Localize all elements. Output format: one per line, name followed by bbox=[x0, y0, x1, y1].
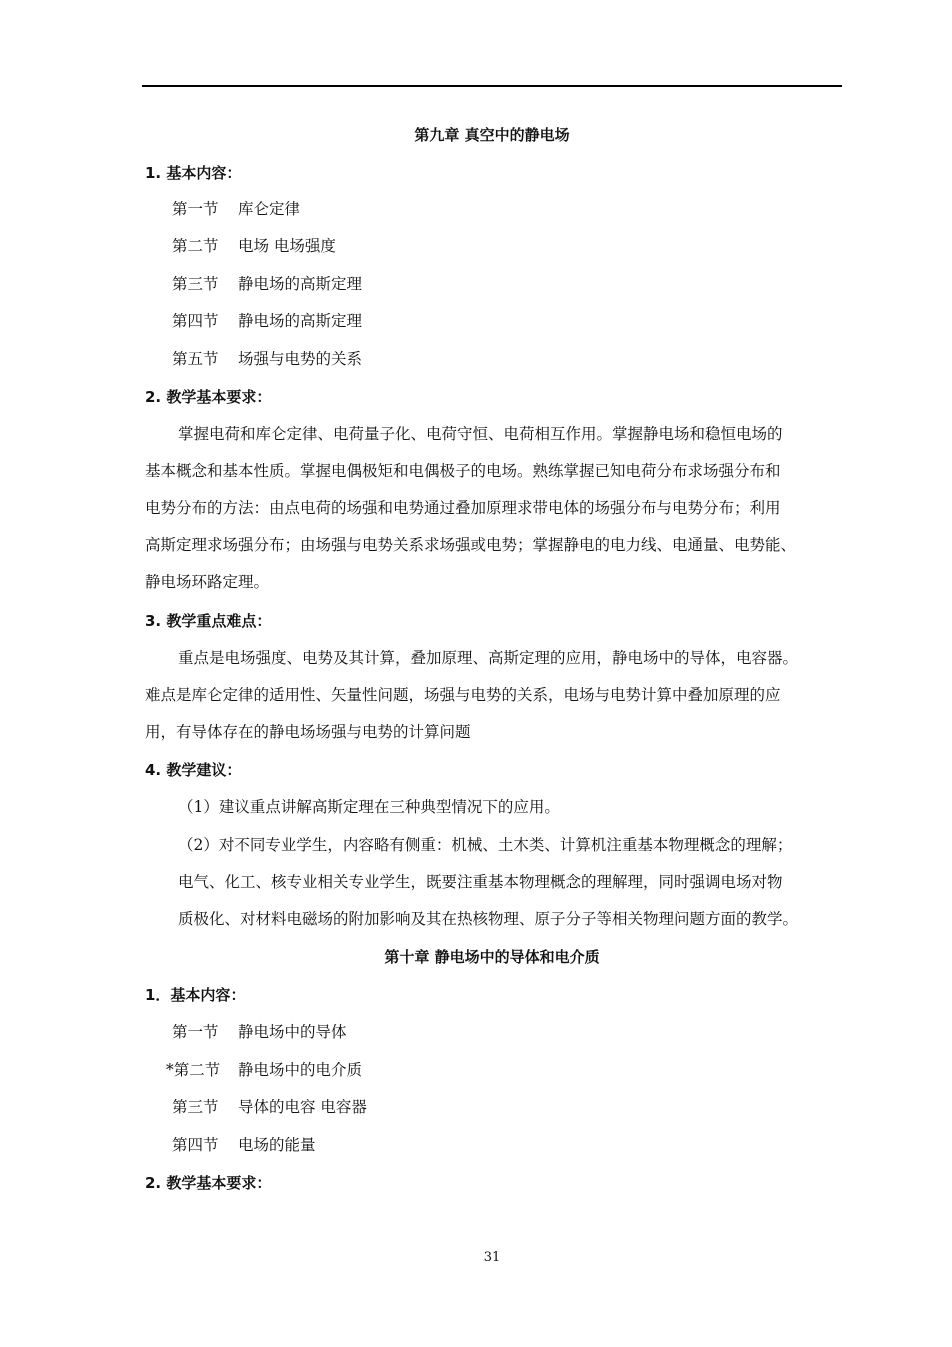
ch9-section-2 bbox=[172, 236, 336, 256]
paragraph-line: （1）建议重点讲解高斯定理在三种典型情况下的应用。 bbox=[178, 798, 560, 816]
section-number: 第五节 bbox=[172, 350, 219, 368]
ch10-section-1 bbox=[172, 1022, 347, 1042]
paragraph-line: 质极化、对材料电磁场的附加影响及其在热核物理、原子分子等相关物理问题方面的教学。 bbox=[178, 910, 799, 928]
ch9-heading-requirements: 2. 教学基本要求： bbox=[145, 388, 272, 406]
section-number: 第二节 bbox=[172, 237, 219, 255]
section-number: 第一节 bbox=[172, 200, 219, 218]
paragraph-line: 重点是电场强度、电势及其计算，叠加原理、高斯定理的应用，静电场中的导体，电容器。 bbox=[178, 649, 799, 667]
ch10-section-4 bbox=[172, 1135, 316, 1155]
section-number: 第四节 bbox=[172, 1136, 219, 1154]
section-name: 静电场的高斯定理 bbox=[238, 275, 363, 293]
ch10-heading-content: 1．基本内容： bbox=[145, 986, 246, 1004]
section-name: 静电场中的电介质 bbox=[238, 1061, 363, 1079]
paragraph-line: 基本概念和基本性质。掌握电偶极矩和电偶极子的电场。熟练掌握已知电荷分布求场强分布和 bbox=[145, 462, 781, 480]
ch9-heading-suggestions: 4. 教学建议： bbox=[145, 761, 242, 779]
section-number: 第四节 bbox=[172, 312, 219, 330]
paragraph-line: 掌握电荷和库仑定律、电荷量子化、电荷守恒、电荷相互作用。掌握静电场和稳恒电场的 bbox=[178, 425, 783, 443]
ch10-section-2 bbox=[166, 1060, 362, 1080]
paragraph-line: 用，有导体存在的静电场场强与电势的计算问题 bbox=[145, 723, 471, 741]
section-name: 静电场中的导体 bbox=[238, 1023, 347, 1041]
section-name: 电场的能量 bbox=[238, 1136, 316, 1154]
ch9-section-1 bbox=[172, 199, 300, 219]
paragraph-line: 高斯定理求场强分布；由场强与电势关系求场强或电势；掌握静电的电力线、电通量、电势能、 bbox=[145, 536, 797, 554]
paragraph-line: 电势分布的方法：由点电荷的场强和电势通过叠加原理求带电体的场强分布与电势分布；利用 bbox=[145, 499, 781, 517]
section-number: 第三节 bbox=[172, 275, 219, 293]
section-number: *第二节 bbox=[166, 1061, 221, 1079]
header-rule bbox=[142, 85, 842, 87]
ch10-section-3 bbox=[172, 1097, 367, 1117]
section-number: 第一节 bbox=[172, 1023, 219, 1041]
chapter-9-title: 第九章 真空中的静电场 bbox=[414, 126, 570, 144]
ch9-section-5 bbox=[172, 349, 362, 369]
page-number: 31 bbox=[483, 1250, 501, 1265]
paragraph-line: 电气、化工、核专业相关专业学生，既要注重基本物理概念的理解理，同时强调电场对物 bbox=[178, 873, 783, 891]
section-name: 库仑定律 bbox=[238, 200, 301, 218]
paragraph-line: （2）对不同专业学生，内容略有侧重：机械、土木类、计算机注重基本物理概念的理解； bbox=[178, 836, 793, 854]
ch9-heading-key-points: 3. 教学重点难点： bbox=[145, 612, 272, 630]
section-name: 静电场的高斯定理 bbox=[238, 312, 363, 330]
section-name: 场强与电势的关系 bbox=[238, 350, 363, 368]
ch9-heading-content: 1. 基本内容： bbox=[145, 164, 242, 182]
section-name: 电场 电场强度 bbox=[238, 237, 336, 255]
ch10-heading-requirements: 2. 教学基本要求： bbox=[145, 1174, 272, 1192]
section-number: 第三节 bbox=[172, 1098, 219, 1116]
chapter-10-title: 第十章 静电场中的导体和电介质 bbox=[384, 948, 600, 966]
paragraph-line: 难点是库仑定律的适用性、矢量性问题，场强与电势的关系，电场与电势计算中叠加原理的应 bbox=[145, 686, 781, 704]
section-name: 导体的电容 电容器 bbox=[238, 1098, 367, 1116]
ch9-section-4 bbox=[172, 311, 362, 331]
paragraph-line: 静电场环路定理。 bbox=[145, 573, 270, 591]
ch9-section-3 bbox=[172, 274, 362, 294]
